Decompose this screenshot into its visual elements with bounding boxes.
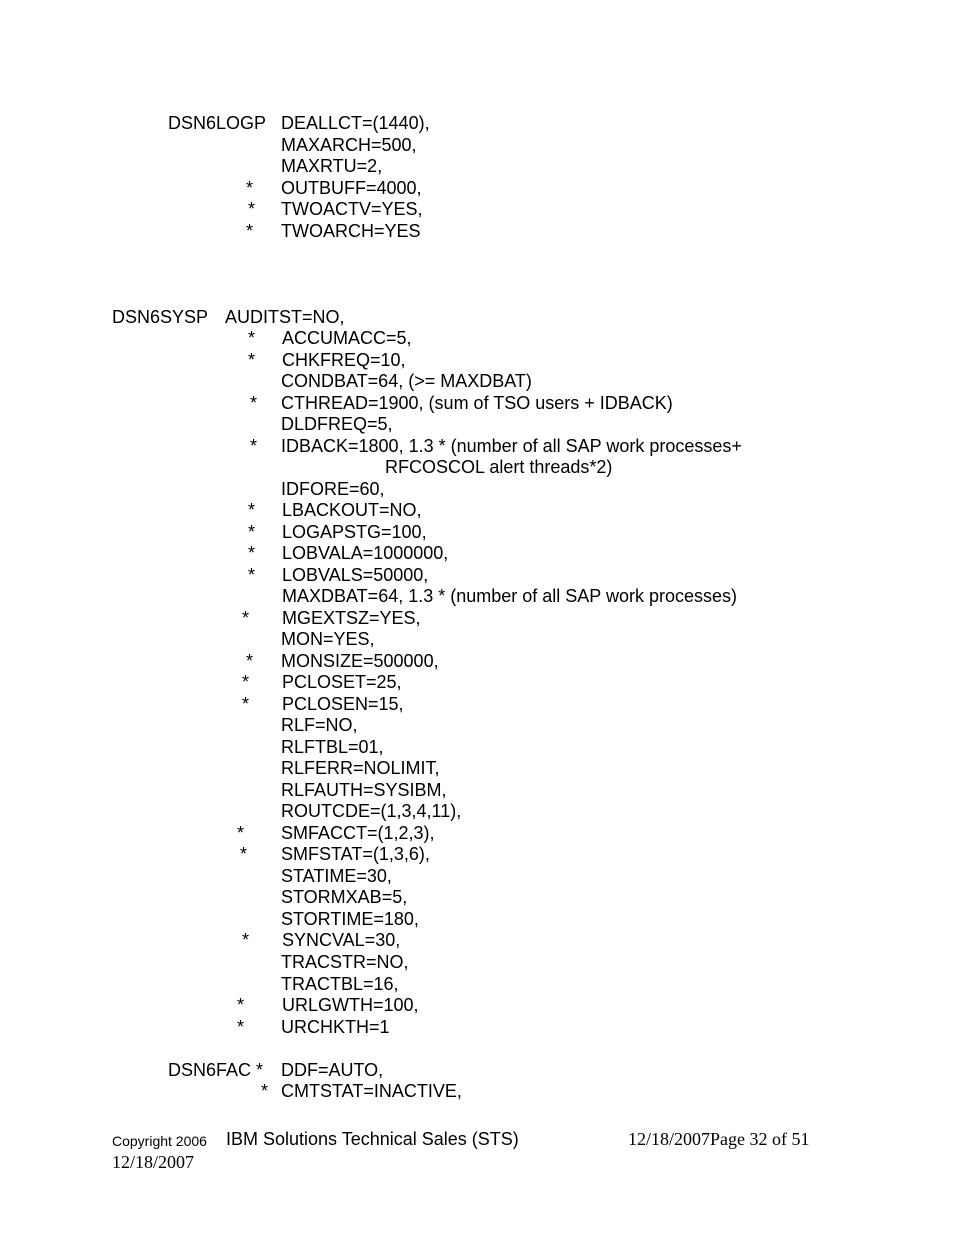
param-line: TWOARCH=YES (281, 221, 421, 241)
param-line: DLDFREQ=5, (281, 414, 393, 434)
param-line: PCLOSEN=15, (282, 694, 404, 714)
footer-organization: IBM Solutions Technical Sales (STS) (226, 1129, 519, 1149)
param-line: DDF=AUTO, (281, 1060, 384, 1080)
dsn6logp-label: DSN6LOGP (168, 113, 267, 133)
asterisk-marker: * (242, 694, 250, 714)
param-line: TWOACTV=YES, (281, 199, 423, 219)
param-line: MGEXTSZ=YES, (282, 608, 421, 628)
asterisk-marker: * (237, 823, 245, 843)
footer-copyright: Copyright 2006 (112, 1133, 207, 1149)
footer-date: 12/18/2007 (112, 1152, 195, 1172)
param-continuation: RFCOSCOL alert threads*2) (385, 457, 613, 477)
param-line: LOBVALA=1000000, (282, 543, 449, 563)
dsn6sysp-label: DSN6SYSP (112, 307, 209, 327)
asterisk-marker: * (261, 1081, 269, 1101)
param-line: RLFERR=NOLIMIT, (281, 758, 440, 778)
asterisk-marker: * (246, 651, 254, 671)
param-line: LOGAPSTG=100, (282, 522, 427, 542)
param-line: LOBVALS=50000, (282, 565, 429, 585)
param-line: RLFAUTH=SYSIBM, (281, 780, 447, 800)
param-line: CHKFREQ=10, (282, 350, 406, 370)
asterisk-marker: * (248, 522, 256, 542)
param-line: CONDBAT=64, (>= MAXDBAT) (281, 371, 532, 391)
asterisk-marker: * (246, 178, 254, 198)
param-line: PCLOSET=25, (282, 672, 402, 692)
param-line: DEALLCT=(1440), (281, 113, 430, 133)
param-line: STATIME=30, (281, 866, 392, 886)
param-line: MAXARCH=500, (281, 135, 417, 155)
param-line: CTHREAD=1900, (sum of TSO users + IDBACK) (281, 393, 673, 413)
param-line: MON=YES, (281, 629, 375, 649)
asterisk-marker: * (242, 608, 250, 628)
param-line: CMTSTAT=INACTIVE, (281, 1081, 462, 1101)
dsn6fac-label: DSN6FAC * (168, 1060, 264, 1080)
asterisk-marker: * (237, 995, 245, 1015)
asterisk-marker: * (250, 393, 258, 413)
asterisk-marker: * (240, 844, 248, 864)
param-line: IDBACK=1800, 1.3 * (number of all SAP work processes+ (281, 436, 742, 456)
param-line: URLGWTH=100, (282, 995, 419, 1015)
asterisk-marker: * (246, 221, 254, 241)
param-line: ACCUMACC=5, (282, 328, 412, 348)
asterisk-marker: * (248, 565, 256, 585)
param-line: LBACKOUT=NO, (282, 500, 422, 520)
param-line: STORMXAB=5, (281, 887, 408, 907)
param-line: ROUTCDE=(1,3,4,11), (281, 801, 462, 821)
asterisk-marker: * (242, 930, 250, 950)
param-line: URCHKTH=1 (281, 1017, 390, 1037)
param-line: SMFSTAT=(1,3,6), (281, 844, 430, 864)
asterisk-marker: * (248, 350, 256, 370)
param-line: MAXDBAT=64, 1.3 * (number of all SAP work processes) (282, 586, 738, 606)
param-line: IDFORE=60, (281, 479, 385, 499)
param-line: MONSIZE=500000, (281, 651, 439, 671)
param-line: TRACSTR=NO, (281, 952, 409, 972)
asterisk-marker: * (248, 328, 256, 348)
asterisk-marker: * (248, 543, 256, 563)
asterisk-marker: * (237, 1017, 245, 1037)
footer-date-page: 12/18/2007Page 32 of 51 (628, 1129, 810, 1149)
asterisk-marker: * (250, 436, 258, 456)
param-line: SYNCVAL=30, (282, 930, 401, 950)
param-line: AUDITST=NO, (225, 307, 345, 327)
param-line: OUTBUFF=4000, (281, 178, 422, 198)
param-line: TRACTBL=16, (281, 974, 399, 994)
asterisk-marker: * (248, 500, 256, 520)
asterisk-marker: * (248, 199, 256, 219)
param-line: RLF=NO, (281, 715, 358, 735)
param-line: RLFTBL=01, (281, 737, 384, 757)
param-line: STORTIME=180, (281, 909, 419, 929)
param-line: MAXRTU=2, (281, 156, 383, 176)
param-line: SMFACCT=(1,2,3), (281, 823, 435, 843)
asterisk-marker: * (242, 672, 250, 692)
